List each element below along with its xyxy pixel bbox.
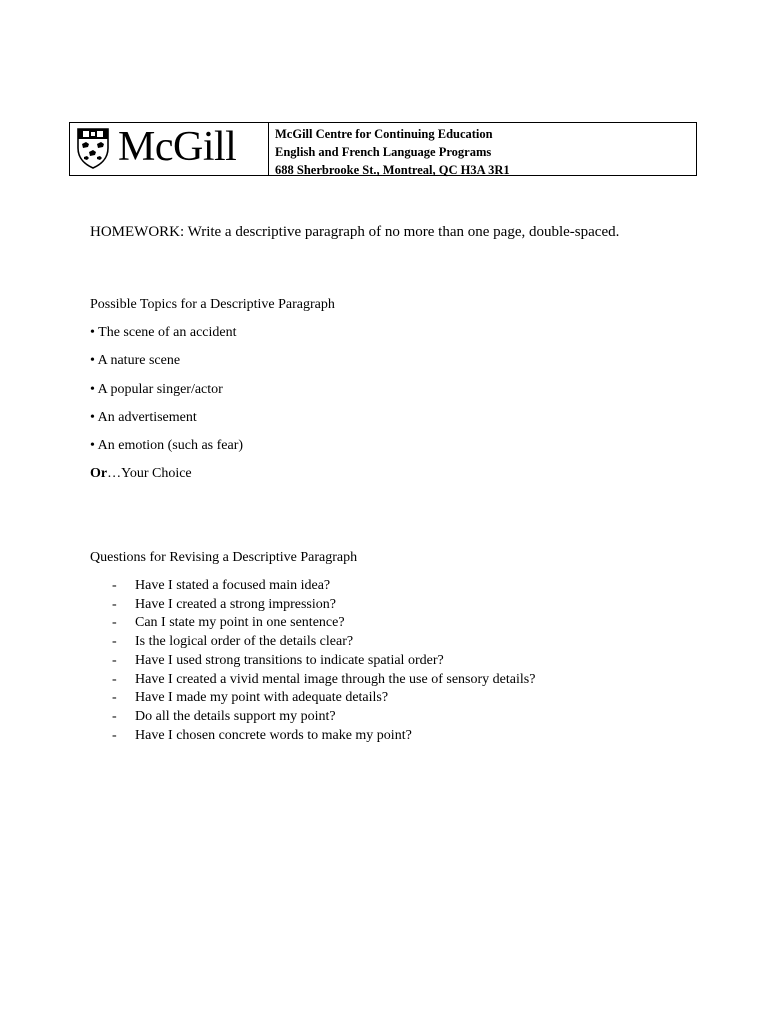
question-text: Is the logical order of the details clear? <box>135 634 354 650</box>
dash-bullet: - <box>112 596 117 612</box>
topic-item: • An advertisement <box>90 410 197 425</box>
topic-item: • The scene of an accident <box>90 325 237 340</box>
homework-instruction: HOMEWORK: Write a descriptive paragraph of no more than one page, double-spaced. <box>90 224 620 240</box>
dash-bullet: - <box>112 690 117 706</box>
question-item <box>112 689 535 708</box>
dash-bullet: - <box>112 634 117 650</box>
letterhead-info <box>269 123 510 175</box>
mcgill-crest-icon <box>76 126 110 170</box>
question-item <box>112 596 535 615</box>
dash-bullet: - <box>112 652 117 668</box>
program-name: English and French Language Programs <box>275 145 492 159</box>
question-text: Have I used strong transitions to indicate spatial order? <box>135 652 444 668</box>
your-choice-line <box>90 465 192 483</box>
questions-heading: Questions for Revising a Descriptive Paragraph <box>90 550 358 565</box>
dash-bullet: - <box>112 727 117 743</box>
logo-cell <box>70 123 269 175</box>
question-text: Have I created a strong impression? <box>135 596 336 612</box>
questions-list <box>112 577 535 745</box>
question-item <box>112 708 535 727</box>
question-text: Do all the details support my point? <box>135 708 336 724</box>
question-item <box>112 727 535 746</box>
dash-bullet: - <box>112 671 117 687</box>
question-item <box>112 633 535 652</box>
dash-bullet: - <box>112 615 117 631</box>
question-text: Can I state my point in one sentence? <box>135 615 345 631</box>
institution-name: McGill Centre for Continuing Education <box>275 127 493 141</box>
topic-item: • A popular singer/actor <box>90 382 223 397</box>
dash-bullet: - <box>112 578 117 593</box>
letterhead <box>69 122 697 176</box>
or-label: Or <box>90 466 108 481</box>
your-choice-label: …Your Choice <box>107 466 192 481</box>
question-text: Have I created a vivid mental image through the use of sensory details? <box>135 671 536 687</box>
topics-heading: Possible Topics for a Descriptive Paragraph <box>90 297 335 312</box>
question-item <box>112 671 535 690</box>
address: 688 Sherbrooke St., Montreal, QC H3A 3R1 <box>275 163 510 177</box>
dash-bullet: - <box>112 708 117 724</box>
topic-item: • A nature scene <box>90 353 181 368</box>
question-text: Have I chosen concrete words to make my point? <box>135 727 412 743</box>
question-item <box>112 614 535 633</box>
question-item <box>112 577 535 596</box>
topic-item: • An emotion (such as fear) <box>90 438 244 453</box>
question-text: Have I stated a focused main idea? <box>135 578 331 593</box>
mcgill-wordmark: McGill <box>118 124 237 170</box>
question-text: Have I made my point with adequate details? <box>135 690 389 706</box>
question-item <box>112 652 535 671</box>
